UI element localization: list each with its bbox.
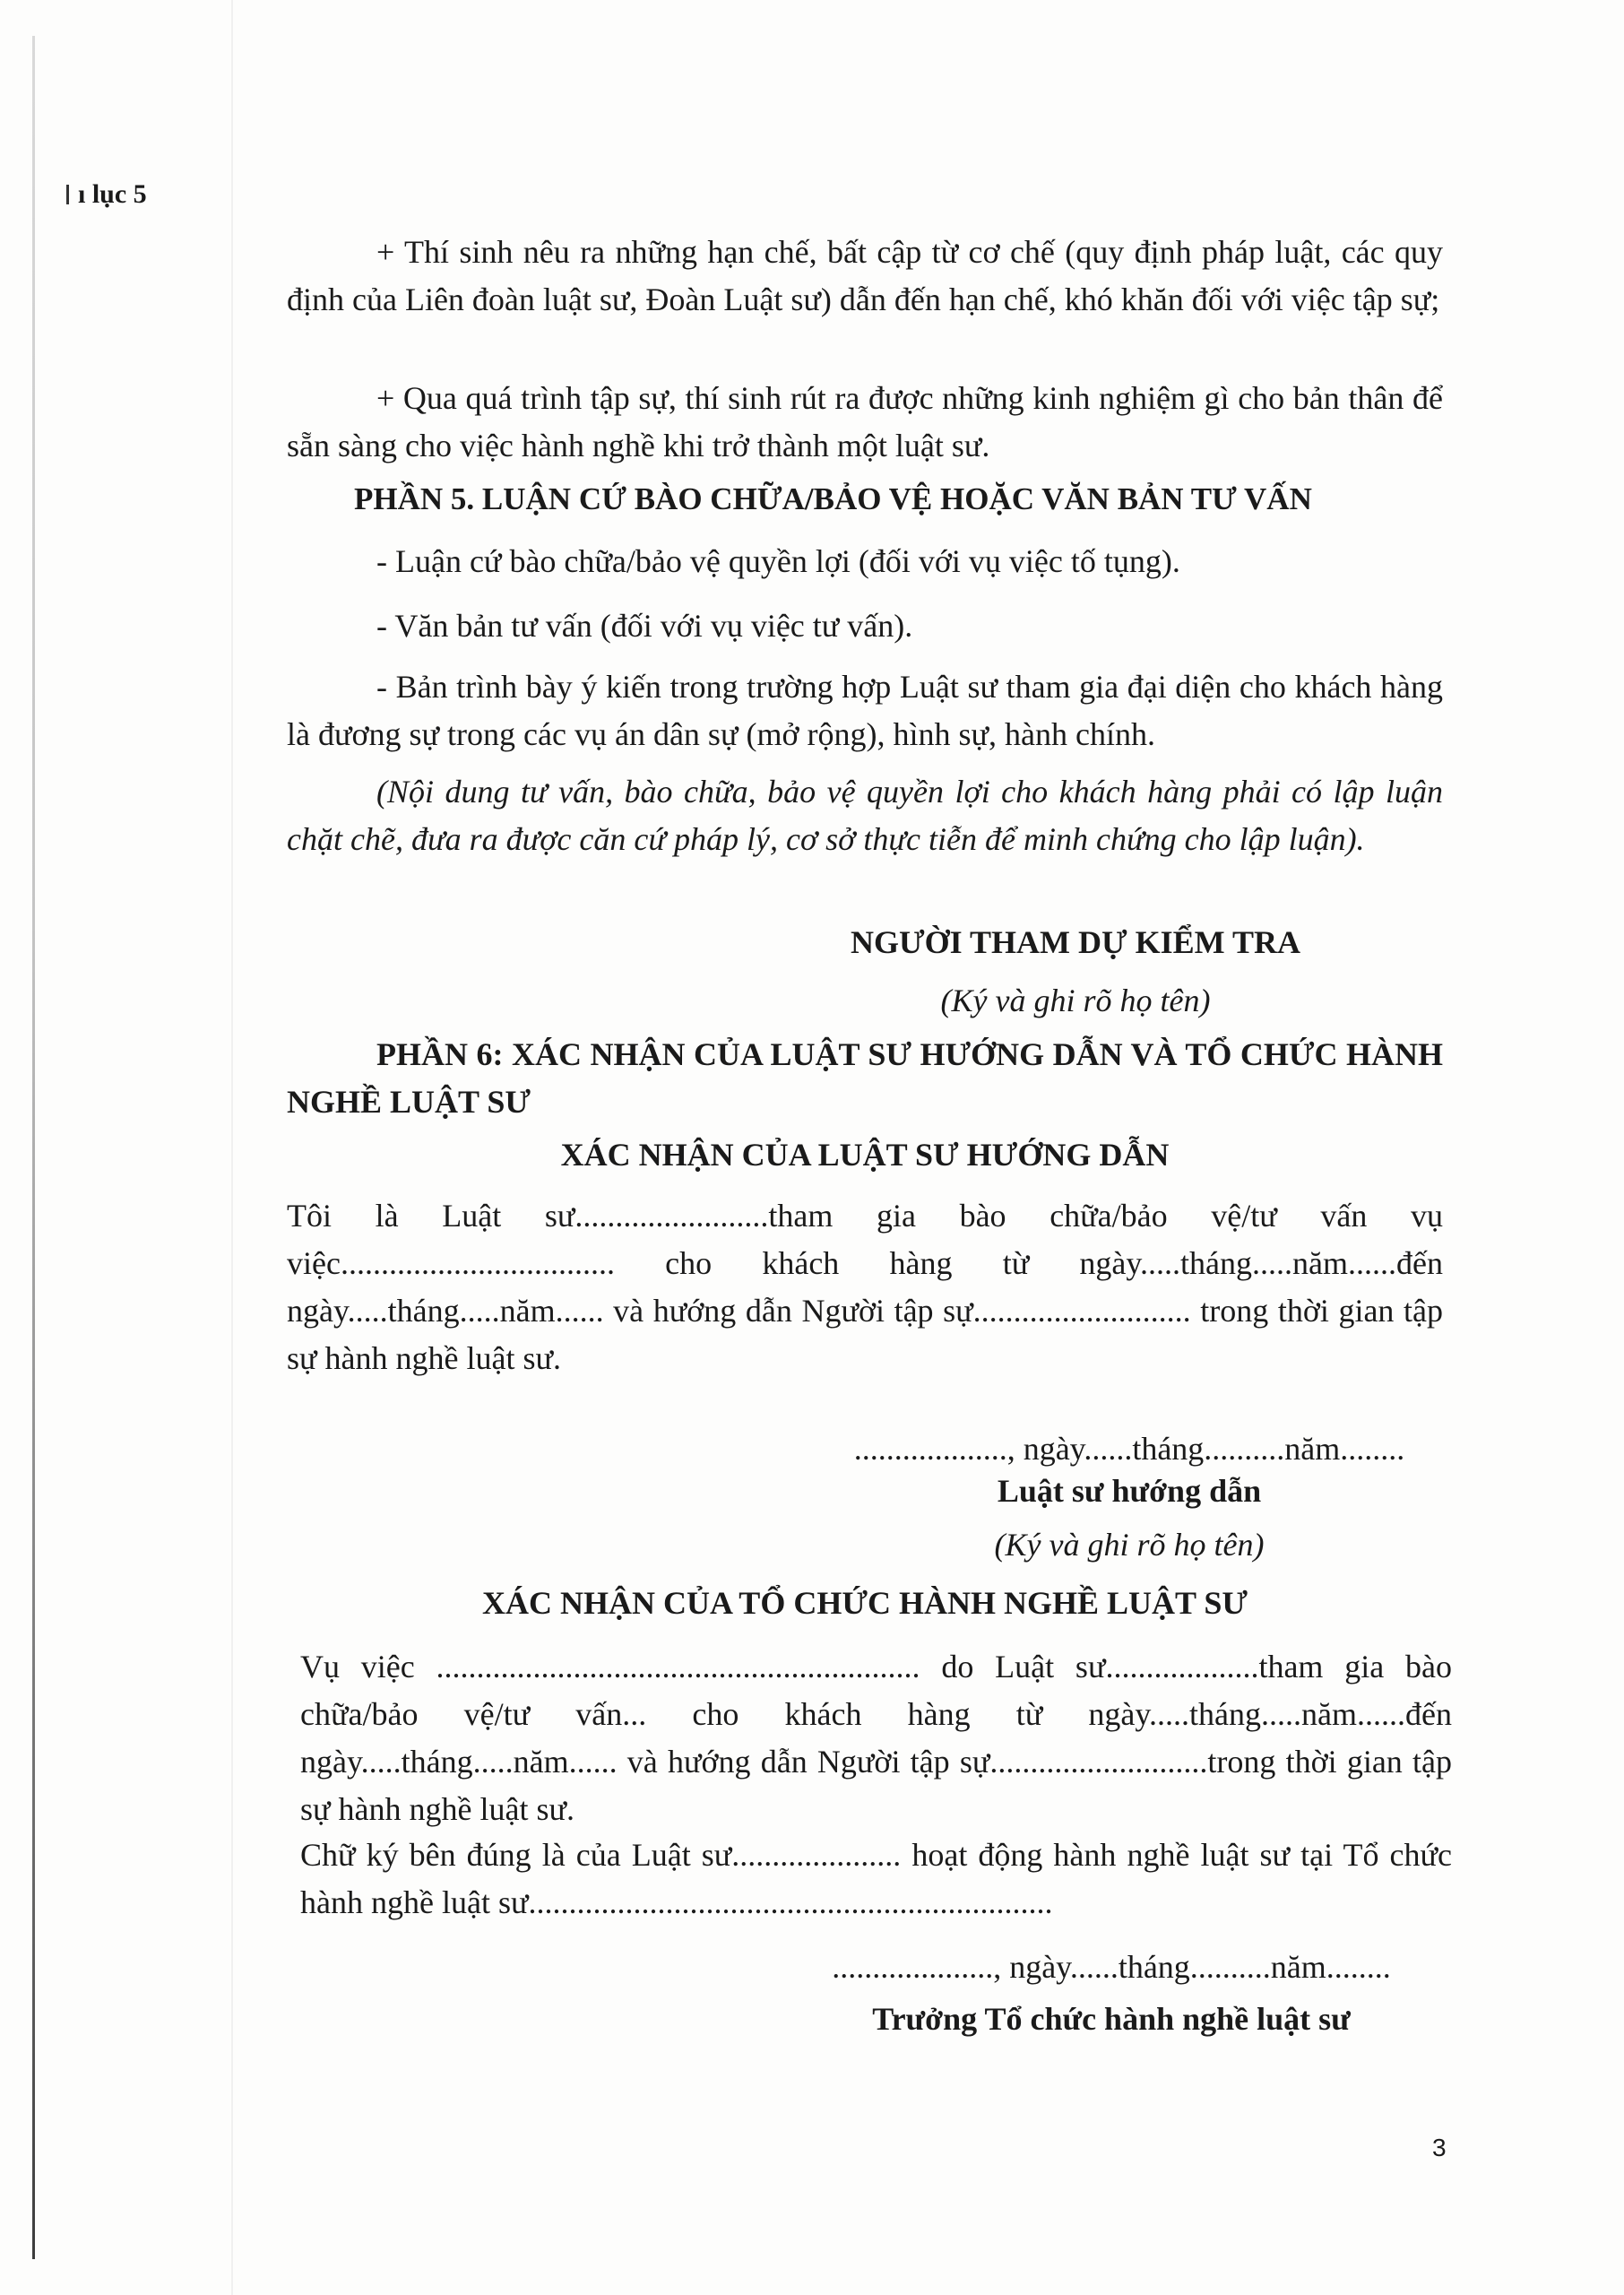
appendix-label: ı lục 5 bbox=[66, 179, 147, 210]
participant-sign-note: (Ký và ghi rõ họ tên) bbox=[940, 983, 1211, 1018]
participant-sign-title: NGƯỜI THAM DỰ KIỂM TRA bbox=[850, 924, 1300, 960]
org-confirm-title: XÁC NHẬN CỦA TỔ CHỨC HÀNH NGHỀ LUẬT SƯ bbox=[481, 1585, 1248, 1621]
part5-note: (Nội dung tư vấn, bào chữa, bảo vệ quyền lợi cho khách hàng phải có lập luận chặt chẽ, đưa ra được căn cứ pháp lý, cơ sở thực tiễn để minh chứng cho lập luận). bbox=[287, 774, 1443, 857]
part5-item-defense: - Luận cứ bào chữa/bảo vệ quyền lợi (đối với vụ việc tố tụng). bbox=[376, 543, 1180, 579]
part4-para-experience: + Qua quá trình tập sự, thí sinh rút ra được những kinh nghiệm gì cho bản thân để sẵn sàng cho việc hành nghề khi trở thành một luật sư. bbox=[287, 380, 1443, 463]
org-signer: Trưởng Tổ chức hành nghề luật sư bbox=[872, 2001, 1351, 2037]
org-date-line: ...................., ngày......tháng..........năm........ bbox=[832, 1949, 1391, 1985]
part5-item-advice: - Văn bản tư vấn (đối với vụ việc tư vấn). bbox=[376, 608, 913, 644]
mentor-signer: Luật sư hướng dẫn bbox=[997, 1473, 1262, 1509]
part5-item-opinion: - Bản trình bày ý kiến trong trường hợp Luật sư tham gia đại diện cho khách hàng là đương sự trong các vụ án dân sự (mở rộng), hình sự, hành chính. bbox=[287, 669, 1443, 752]
page-number: 3 bbox=[1432, 2134, 1447, 2161]
mentor-sign-note: (Ký và ghi rõ họ tên) bbox=[994, 1527, 1265, 1563]
mentor-date-line: ..................., ngày......tháng..........năm........ bbox=[853, 1431, 1405, 1467]
part5-heading: PHẦN 5. LUẬN CỨ BÀO CHỮA/BẢO VỆ HOẶC VĂN BẢN TƯ VẤN bbox=[354, 481, 1312, 516]
org-signature-statement: Chữ ký bên đúng là của Luật sư..................... hoạt động hành nghề luật sư tại Tổ chức hành nghề luật sư................................................................. bbox=[300, 1837, 1452, 1920]
mentor-confirm-text: Tôi là Luật sư........................tham gia bào chữa/bảo vệ/tư vấn vụ việc.................................. cho khách hàng từ ngày.....tháng.....năm......đến ngày.....tháng.....năm...... và hướng dẫn Người tập sự........................... trong thời gian tập sự hành nghề luật sư. bbox=[287, 1198, 1443, 1376]
org-confirm-text: Vụ việc ............................................................ do Luật sư...................tham gia bào chữa/bảo vệ/tư vấn... cho khách hàng từ ngày.....tháng.....năm......đến ngày.....tháng.....năm...... và hướng dẫn Người tập sự...........................trong thời gian tập sự hành nghề luật sư. bbox=[300, 1649, 1452, 1827]
part4-para-limitations: + Thí sinh nêu ra những hạn chế, bất cập từ cơ chế (quy định pháp luật, các quy định của Liên đoàn luật sư, Đoàn Luật sư) dẫn đến hạn chế, khó khăn đối với việc tập sự; bbox=[287, 234, 1443, 317]
mentor-confirm-title: XÁC NHẬN CỦA LUẬT SƯ HƯỚNG DẪN bbox=[560, 1137, 1170, 1173]
part6-heading: PHẦN 6: XÁC NHẬN CỦA LUẬT SƯ HƯỚNG DẪN VÀ TỔ CHỨC HÀNH NGHỀ LUẬT SƯ bbox=[287, 1036, 1443, 1120]
binding-edge bbox=[32, 36, 35, 2259]
scan-shadow bbox=[231, 0, 233, 2295]
